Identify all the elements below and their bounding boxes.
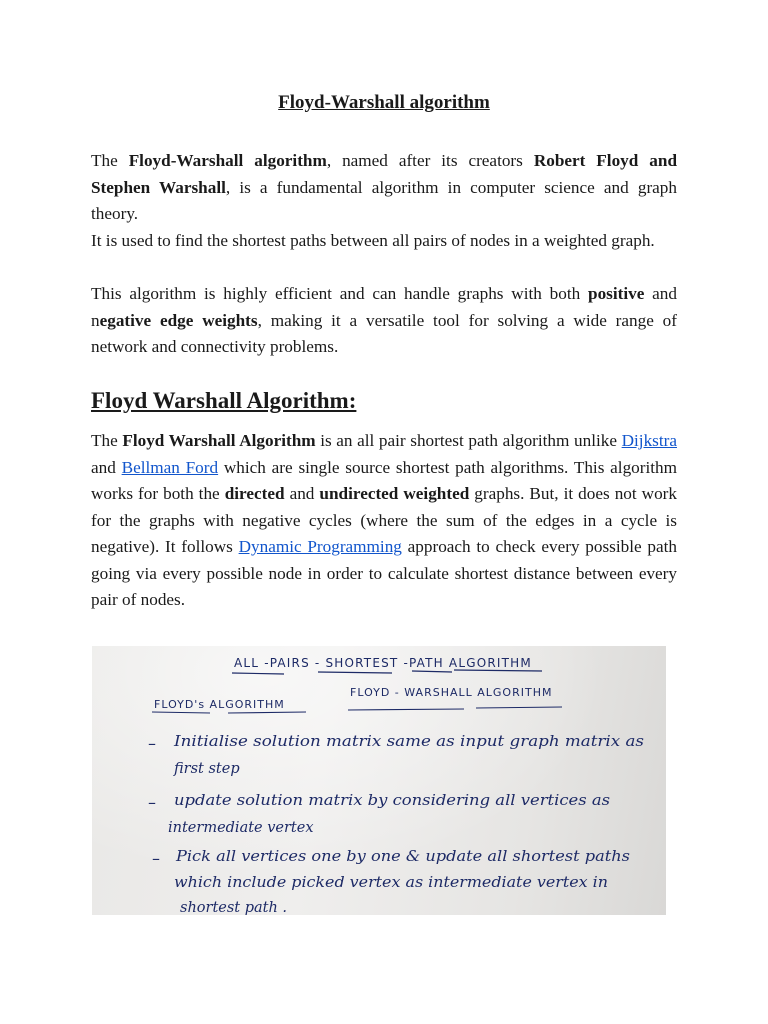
intro-paragraph-3: This algorithm is highly efficient and can handle graphs with both positive and negative edge weights, making it a versatile tool for solving a wide range of network and connectivity problems. <box>91 284 677 356</box>
svg-text:–: – <box>148 793 156 812</box>
whiteboard-label-floyd: FLOYD's ALGORITHM <box>154 698 285 711</box>
whiteboard-drawing <box>92 646 666 915</box>
svg-text:–: – <box>152 849 160 868</box>
svg-text:–: – <box>148 734 156 753</box>
whiteboard-photo <box>92 646 666 915</box>
whiteboard-line-2: first step <box>174 761 240 777</box>
intro-paragraph-1: The Floyd-Warshall algorithm, named after its creators Robert Floyd and Stephen Warshall, is a fundamental algorithm in computer science and graph theory. <box>91 151 677 223</box>
whiteboard-line-4: intermediate vertex <box>168 820 314 836</box>
whiteboard-line-6: which include picked vertex as intermediate vertex in <box>174 875 608 891</box>
whiteboard-line-7: shortest path . <box>180 900 288 915</box>
whiteboard-line-5: Pick all vertices one by one & update all shortest paths <box>174 849 630 865</box>
whiteboard-heading: ALL -PAIRS - SHORTEST -PATH ALGORITHM <box>234 656 532 670</box>
section-paragraph: The Floyd Warshall Algorithm is an all pair shortest path algorithm unlike Dijkstra and Bellman Ford which are single source shortest path algorithms. This algorithm works for both the directed and undirected weighted graphs. But, it does not work for the graphs with negative cycles (where the sum of the edges in a cycle is negative). It follows Dynamic Programming approach to check every possible path going via every possible node in order to calculate shortest distance between every pair of nodes. <box>91 431 678 609</box>
section-heading: Floyd Warshall Algorithm: <box>91 388 357 413</box>
whiteboard-line-1: Initialise solution matrix same as input graph matrix as <box>172 734 644 750</box>
whiteboard-label-floyd-warshall: FLOYD - WARSHALL ALGORITHM <box>350 686 553 699</box>
page-title: Floyd-Warshall algorithm <box>278 92 490 113</box>
link-dijkstra[interactable]: Dijkstra <box>621 431 677 450</box>
link-bellman-ford[interactable]: Bellman Ford <box>121 457 219 477</box>
link-dynamic-programming[interactable]: Dynamic Programming <box>238 537 402 556</box>
intro-paragraph-2: It is used to find the shortest paths between all pairs of nodes in a weighted graph. <box>91 231 655 250</box>
whiteboard-line-3: update solution matrix by considering all vertices as <box>174 793 610 809</box>
